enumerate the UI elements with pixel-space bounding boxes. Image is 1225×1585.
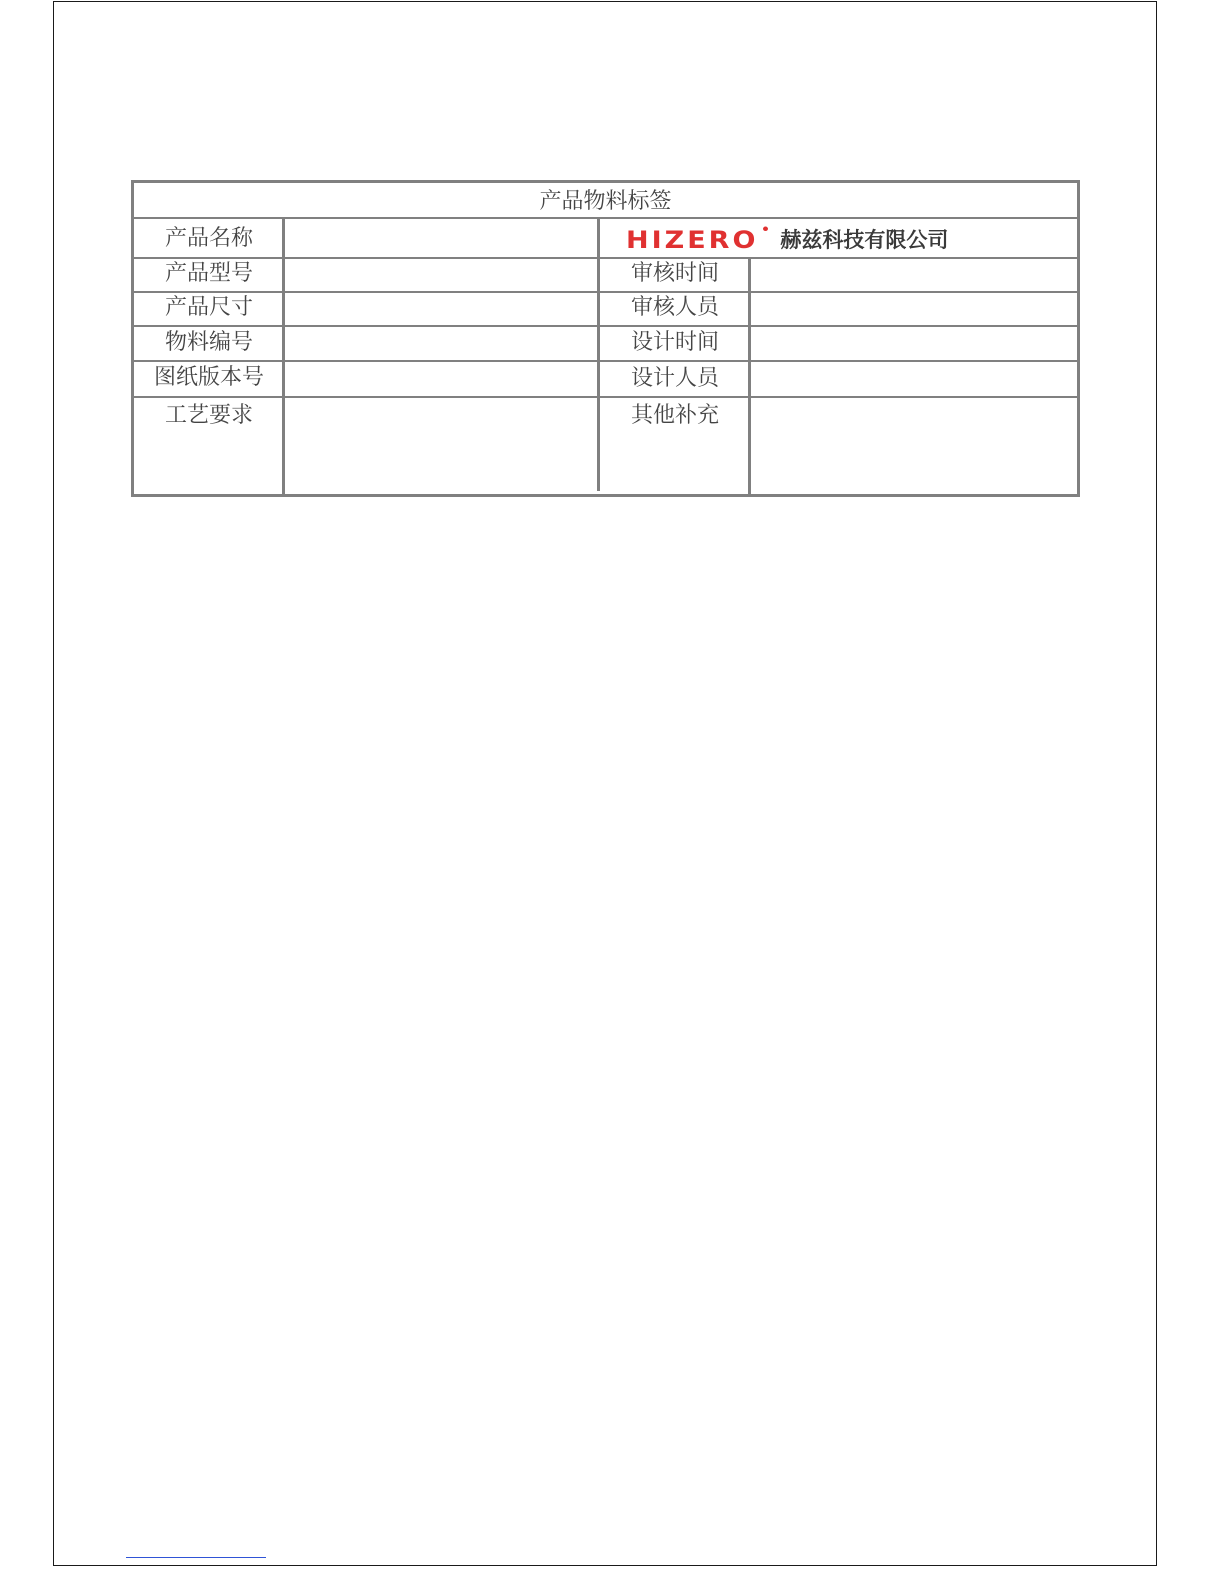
drawing-version-label: 图纸版本号 <box>153 365 264 390</box>
process-requirements-label: 工艺要求 <box>164 403 253 428</box>
reviewer-label: 审核人员 <box>630 295 719 320</box>
designer-label: 设计人员 <box>630 366 719 391</box>
hizero-logo <box>626 228 768 252</box>
other-notes-label: 其他补充 <box>630 403 719 428</box>
label-title: 产品物料标签 <box>539 189 672 214</box>
product-material-label-table <box>131 180 1080 497</box>
column-divider <box>597 219 600 491</box>
footer-link-underline[interactable] <box>126 1557 266 1558</box>
product-size-label: 产品尺寸 <box>164 295 253 320</box>
product-name-label: 产品名称 <box>164 226 253 251</box>
design-time-label: 设计时间 <box>630 330 719 355</box>
row-divider <box>134 360 1077 362</box>
review-time-label: 审核时间 <box>630 261 719 286</box>
row-divider <box>134 217 1077 219</box>
company-name: 赫兹科技有限公司 <box>780 227 949 252</box>
row-divider <box>134 257 1077 259</box>
row-divider <box>134 291 1077 293</box>
product-model-label: 产品型号 <box>164 261 253 286</box>
column-divider <box>282 219 285 494</box>
brand <box>626 226 948 254</box>
row-divider <box>134 396 1077 398</box>
logo-text: HIZERO <box>626 226 759 254</box>
logo-dot-icon <box>763 226 768 231</box>
material-number-label: 物料编号 <box>164 330 253 355</box>
row-divider <box>134 325 1077 327</box>
